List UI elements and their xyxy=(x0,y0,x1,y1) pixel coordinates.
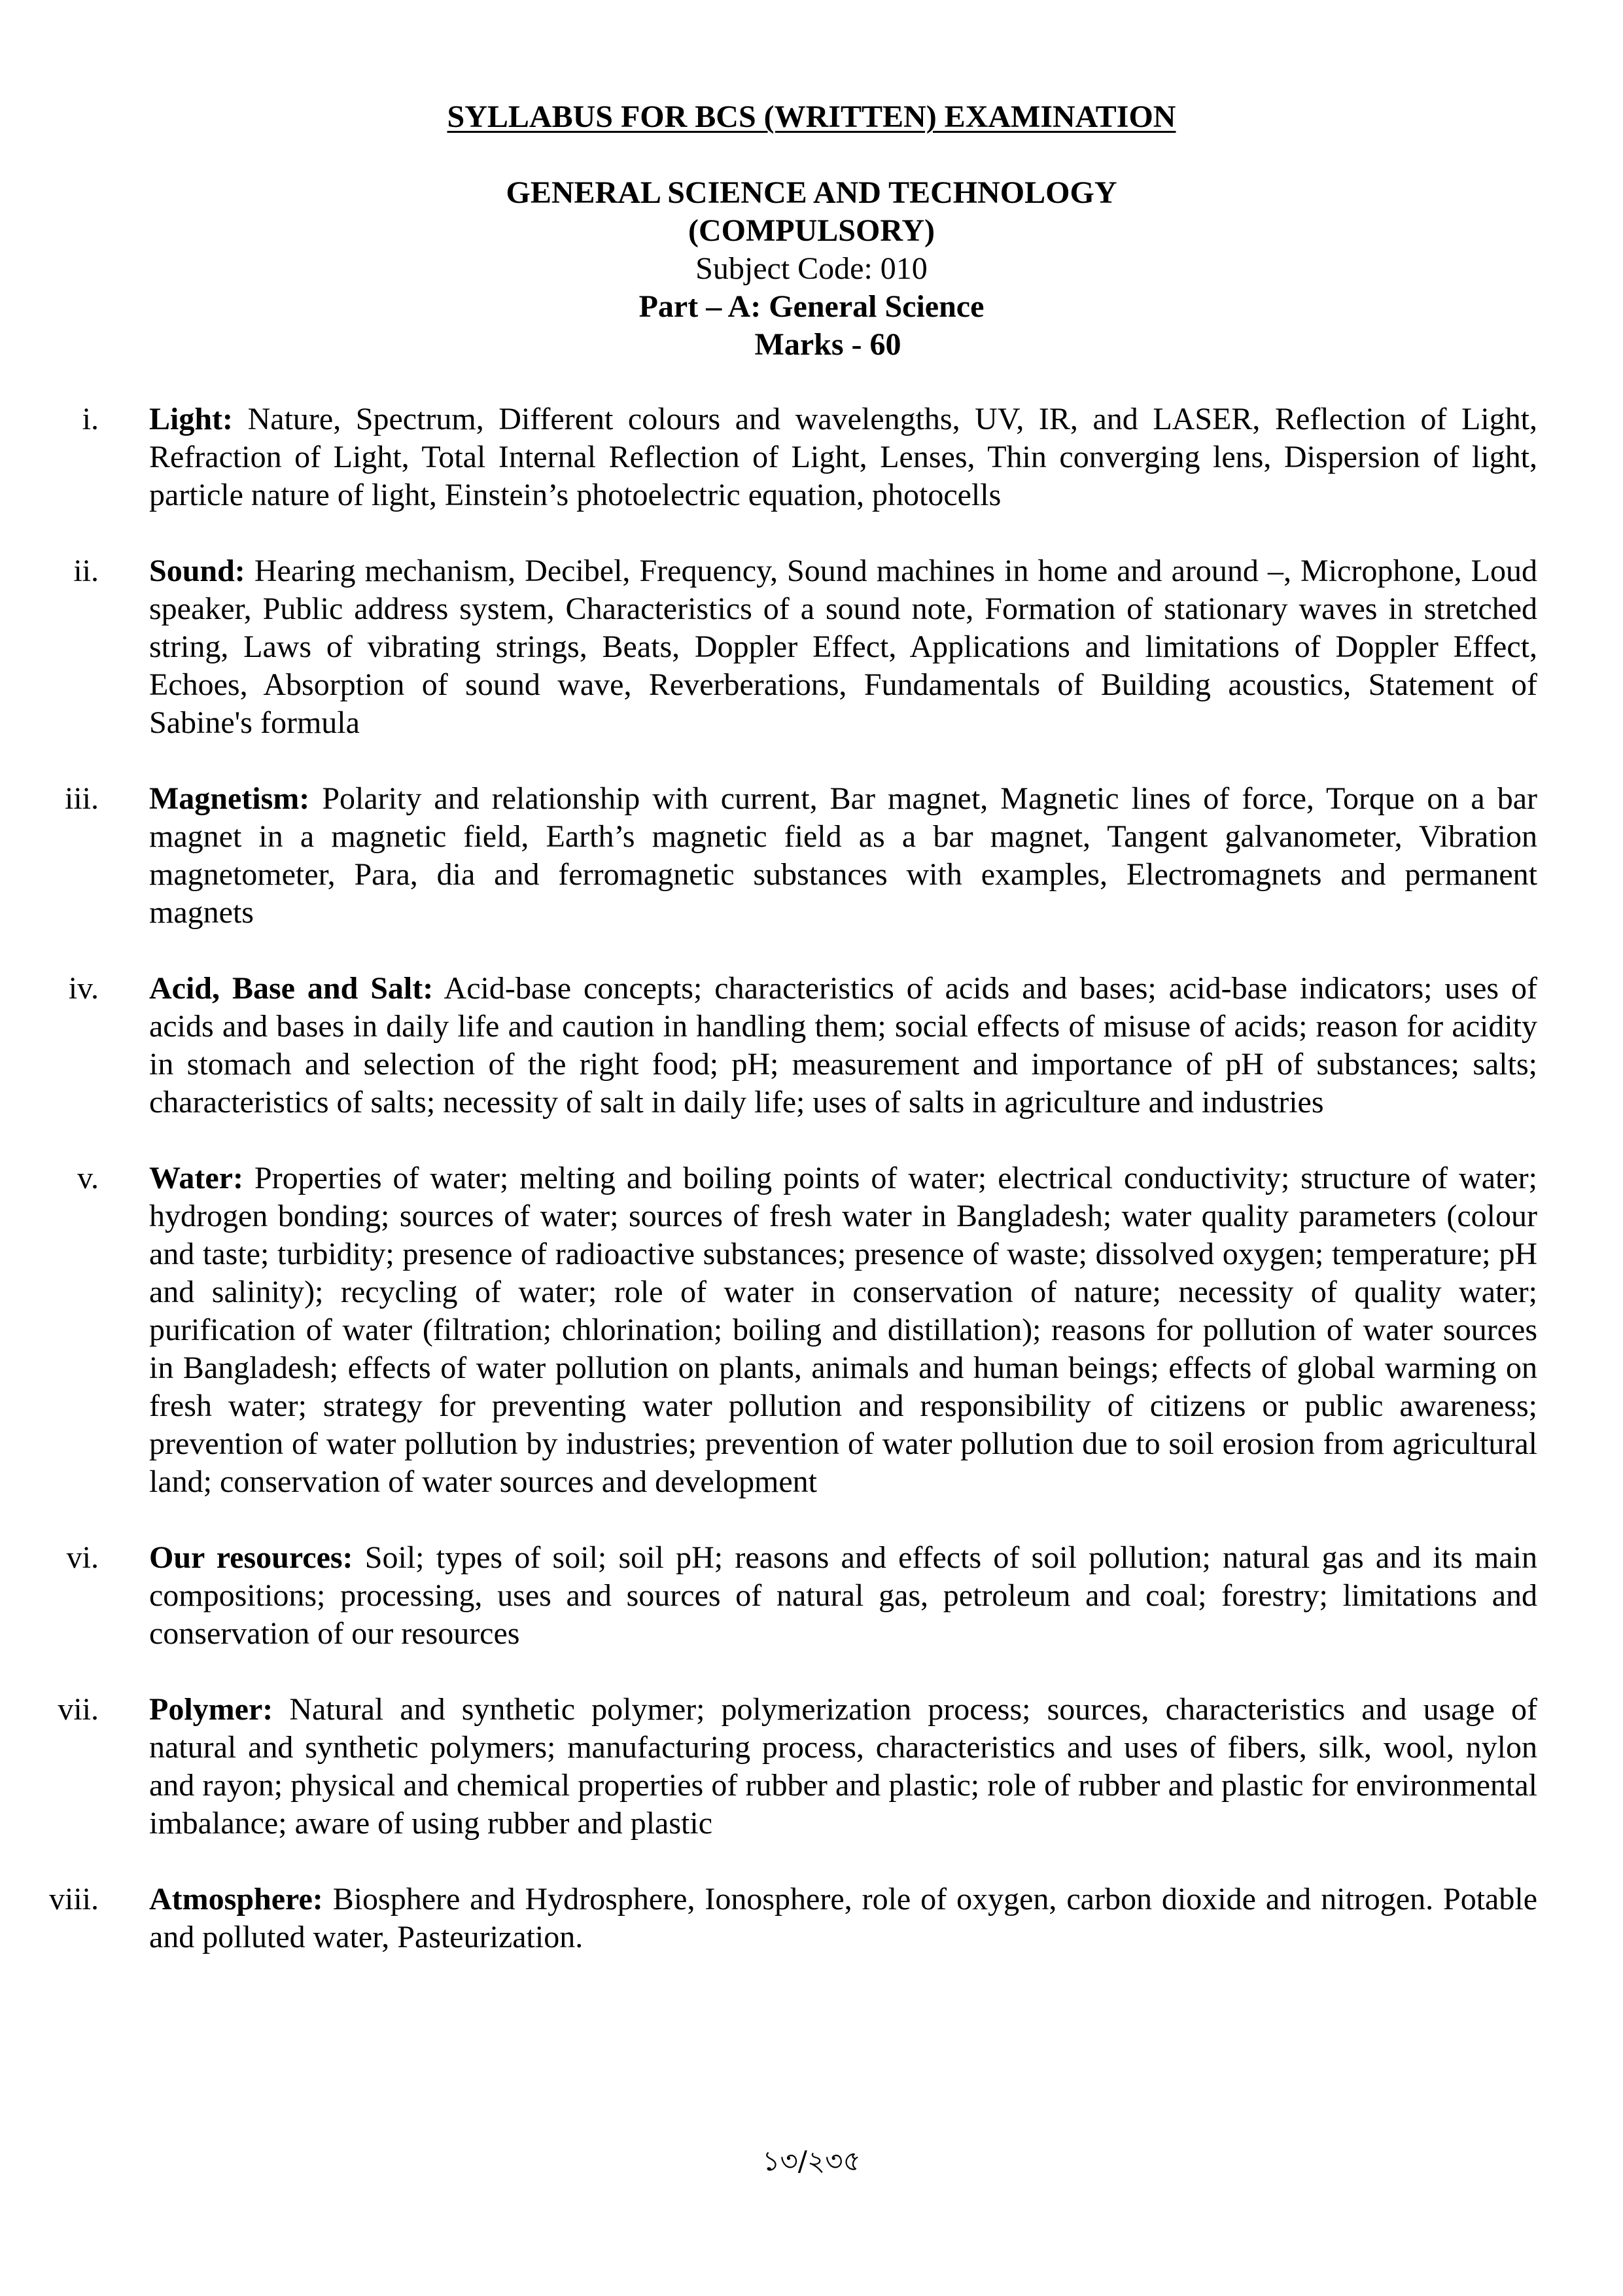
syllabus-topic-list xyxy=(0,400,1623,1994)
item-title: Sound: xyxy=(149,554,245,588)
item-numeral: v. xyxy=(77,1161,99,1195)
item-description: Hearing mechanism, Decibel, Frequency, Sound machines in home and around –, Microphone, Loud speaker, Public address system, Characteristics of a sound note, Formation of stationary waves in stretched string, Laws of vibrating strings, Beats, Doppler Effect, Applications and limitations of Doppler Effect, Echoes, Absorption of sound wave, Reverberations, Fundamentals of Building acoustics, Statement of Sabine's formula xyxy=(149,554,1538,740)
item-title: Light: xyxy=(149,402,234,436)
item-title: Atmosphere: xyxy=(149,1882,323,1916)
subject-header xyxy=(0,174,1623,364)
item-description: Nature, Spectrum, Different colours and wavelengths, UV, IR, and LASER, Reflection of Light, Refraction of Light, Total Internal Reflection of Light, Lenses, Thin converging lens, Dispersion of light, particle nature of light, Einstein’s photoelectric equation, photocells xyxy=(149,402,1538,512)
item-body xyxy=(149,400,1537,514)
item-title: Water: xyxy=(149,1161,243,1195)
item-title: Magnetism: xyxy=(149,781,310,816)
item-body xyxy=(149,1691,1537,1843)
item-description: Biosphere and Hydrosphere, Ionosphere, role of oxygen, carbon dioxide and nitrogen. Potable and polluted water, Pasteurization. xyxy=(149,1882,1537,1954)
list-item xyxy=(0,1881,1623,1956)
item-numeral: vi. xyxy=(66,1540,99,1575)
list-item xyxy=(0,1691,1623,1843)
item-title: Acid, Base and Salt: xyxy=(149,971,434,1006)
subject-type: (COMPULSORY) xyxy=(688,213,935,248)
page-number: ১৩/২৩৫ xyxy=(762,2145,861,2177)
part-title: Part – A: General Science xyxy=(638,289,985,324)
item-body xyxy=(149,1539,1537,1653)
item-description: Acid-base concepts; characteristics of acids and bases; acid-base indicators; uses of acids and bases in daily life and caution in handling them; social effects of misuse of acids; reason for acidity in stomach and selection of the right food; pH; measurement and importance of pH of substances; salts; characteristics of salts; necessity of salt in daily life; uses of salts in agriculture and industries xyxy=(149,971,1538,1120)
item-numeral: vii. xyxy=(58,1692,99,1727)
item-description: Properties of water; melting and boiling points of water; electrical conductivity; structure of water; hydrogen bonding; sources of water; sources of fresh water in Bangladesh; water quality parameters (colour and taste; turbidity; presence of radioactive substances; presence of waste; dissolved oxygen; temperature; pH and salinity); recycling of water; role of water in conservation of nature; necessity of quality water; purification of water (filtration; chlorination; boiling and distillation); reasons for pollution of water sources in Bangladesh; effects of water pollution on plants, animals and human beings; effects of global warming on fresh water; strategy for preventing water pollution and responsibility of citizens or public awareness; prevention of water pollution by industries; prevention of water pollution due to soil erosion from agricultural land; conservation of water sources and development xyxy=(149,1161,1538,1499)
item-numeral: iv. xyxy=(68,971,99,1006)
list-item xyxy=(0,970,1623,1122)
item-body xyxy=(149,1159,1537,1501)
syllabus-main-title: SYLLABUS FOR BCS (WRITTEN) EXAMINATION xyxy=(447,99,1176,134)
list-item xyxy=(0,1539,1623,1653)
item-numeral: iii. xyxy=(64,781,99,816)
item-body xyxy=(149,780,1537,932)
item-numeral: viii. xyxy=(48,1882,99,1916)
item-description: Polarity and relationship with current, Bar magnet, Magnetic lines of force, Torque on a bar magnet in a magnetic field, Earth’s magnetic field as a bar magnet, Tangent galvanometer, Vibration magnetometer, Para, dia and ferromagnetic substances with examples, Electromagnets and permanent magnets xyxy=(149,781,1538,930)
item-numeral: ii. xyxy=(73,554,99,588)
item-body xyxy=(149,552,1537,742)
item-description: Soil; types of soil; soil pH; reasons and effects of soil pollution; natural gas and its main compositions; processing, uses and sources of natural gas, petroleum and coal; forestry; limitations and conservation of our resources xyxy=(149,1540,1538,1651)
marks-label: Marks - 60 xyxy=(754,327,901,362)
item-body xyxy=(149,1881,1537,1956)
subject-title: GENERAL SCIENCE AND TECHNOLOGY xyxy=(506,175,1117,210)
item-title: Polymer: xyxy=(149,1692,273,1727)
item-numeral: i. xyxy=(82,402,99,436)
item-title: Our resources: xyxy=(149,1540,353,1575)
list-item xyxy=(0,400,1623,514)
list-item xyxy=(0,552,1623,742)
list-item xyxy=(0,1159,1623,1501)
item-body xyxy=(149,970,1537,1122)
subject-code: Subject Code: 010 xyxy=(695,251,928,286)
item-description: Natural and synthetic polymer; polymerization process; sources, characteristics and usage of natural and synthetic polymers; manufacturing process, characteristics and uses of fibers, silk, wool, nylon and rayon; physical and chemical properties of rubber and plastic; role of rubber and plastic for environmental imbalance; aware of using rubber and plastic xyxy=(149,1692,1537,1841)
list-item xyxy=(0,780,1623,932)
